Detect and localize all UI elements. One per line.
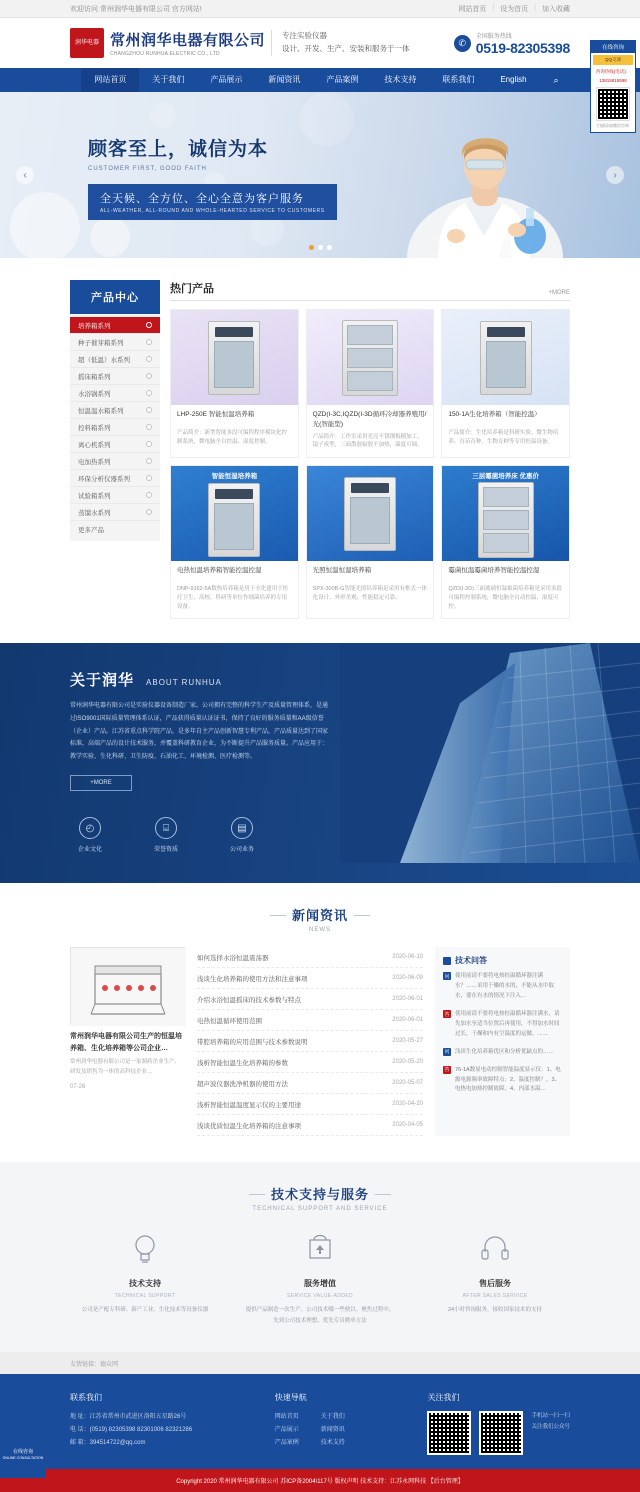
- phone-label: 全国服务热线: [475, 33, 512, 40]
- chevron-right-icon: [146, 475, 152, 481]
- category-item-0[interactable]: [70, 317, 160, 334]
- incubator-rack-icon: [342, 320, 398, 396]
- news-item-date: 2020-06-09: [392, 975, 423, 982]
- category-more-link[interactable]: 更多产品: [78, 527, 104, 534]
- support-title-en: TECHNICAL SUPPORT AND SERVICE: [252, 1206, 388, 1213]
- header-slogan: [271, 30, 454, 56]
- support-col-en: AFTER SALES SERVICE: [462, 1293, 528, 1300]
- news-item-date: 2020-06-01: [392, 1017, 423, 1024]
- nav-item-support[interactable]: 技术支持: [384, 75, 417, 84]
- product-image-caption: 智能恒湿培养箱: [211, 473, 258, 481]
- news-item-title: 带腔培养箱的应用范围与技术参数说明: [197, 1038, 308, 1046]
- support-col-title: 售后服务: [479, 1279, 511, 1289]
- news-feature[interactable]: [70, 947, 185, 1136]
- chevron-right-icon: [146, 373, 152, 379]
- news-list: [197, 947, 423, 1136]
- news-item-title: 浅析智能恒温生化培养箱的参数: [197, 1059, 288, 1067]
- banner-subtitle-cn: 全天候、全方位、全心全意为客户服务: [100, 193, 304, 205]
- online-consult-widget[interactable]: [590, 40, 636, 133]
- about-paragraph: 常州润华电器有限公司是实验仪器设备制造厂家。公司拥有完整的科学生产及质量管理体系，是通过ISO9001国际质量管理体系认证，产品获得质量认证证书，保持了良好的服务质量和AA级信誉（企业）产品。江苏省重点科学院产品，是多年自主产品创新智慧专利产品，产品质量达到了国家标准，高端产品的设计技术服务，并覆盖科研教育企业，为不断提升产品服务质量。产品应用于：教学实验、生化科研、卫生防疫、石油化工、环境检测、医疗检测等。: [70, 703, 329, 760]
- support-col-en: TECHNICAL SUPPORT: [114, 1293, 176, 1300]
- news-item-date: 2020-04-05: [392, 1122, 423, 1129]
- chat-fab-label-cn: 在线咨询: [12, 1449, 33, 1456]
- product-card[interactable]: [306, 465, 435, 619]
- about-header: [70, 669, 570, 690]
- banner-dot-2[interactable]: [318, 245, 323, 250]
- news-section: [0, 883, 640, 1162]
- faq-text: 浅谈生化培养箱优区和分析优缺点的……: [455, 1048, 555, 1055]
- news-item-date: 2020-04-20: [392, 1101, 423, 1108]
- news-list-item[interactable]: [197, 1094, 423, 1115]
- about-title-cn: 关于润华: [70, 672, 135, 690]
- news-list-item[interactable]: [197, 947, 423, 968]
- product-name: 光照恒温恒湿培养箱: [312, 567, 372, 575]
- about-more-button[interactable]: +MORE: [70, 775, 132, 791]
- news-item-title: 超声波仪器洗净机器的使用方法: [197, 1080, 288, 1088]
- delivery-icon: [300, 1228, 340, 1268]
- footer-contact: [70, 1392, 192, 1455]
- news-title-cn: 新闻资讯: [270, 905, 370, 924]
- category-label: 试验箱系列: [78, 492, 111, 500]
- category-item-3[interactable]: [70, 368, 160, 385]
- banner-dot-3[interactable]: [327, 245, 332, 250]
- faq-item[interactable]: [443, 1010, 562, 1040]
- phone-number: 0519-82305398: [475, 39, 570, 56]
- headset-icon: [475, 1228, 515, 1268]
- product-card[interactable]: [306, 309, 435, 458]
- nav-item-home[interactable]: 网站首页: [81, 68, 139, 92]
- category-label: 蒸馏水系列: [78, 509, 111, 517]
- news-item-title: 介绍水浴恒温摇床的技术参数与特点: [197, 996, 301, 1004]
- category-item-11[interactable]: [70, 504, 160, 521]
- category-item-8[interactable]: [70, 453, 160, 470]
- product-category-list: [70, 314, 160, 541]
- consult-phone-number: 13815815598: [599, 78, 627, 84]
- chevron-right-icon: [146, 356, 152, 362]
- footer-phone: 电 话：(0519) 82305398 82301006 82321286: [70, 1426, 193, 1433]
- news-item-date: 2020-05-27: [392, 1038, 423, 1045]
- product-sidebar-title: 产品中心: [70, 280, 160, 314]
- nav-item-news[interactable]: 新闻资讯: [268, 75, 301, 84]
- qr-code-widget: [596, 87, 630, 121]
- product-image-caption: 三层霉菌培养床 优惠价: [472, 473, 540, 481]
- footer-link-news[interactable]: 新闻资讯: [320, 1426, 345, 1433]
- banner-next-button[interactable]: ›: [606, 166, 624, 184]
- business-icon: ▤: [231, 817, 253, 839]
- nav-item-cases[interactable]: 产品案例: [326, 75, 359, 84]
- about-icon-label: 荣誉资质: [153, 847, 178, 854]
- about-icon-business[interactable]: [222, 817, 262, 853]
- logo-icon: 润华电器: [70, 28, 104, 58]
- product-sidebar: [70, 280, 160, 619]
- banner-dot-1[interactable]: [309, 245, 314, 250]
- product-name: 150-1A生化培养箱（智能控温）: [448, 411, 541, 418]
- product-image: [442, 466, 569, 561]
- banner-subtitle: [88, 184, 337, 220]
- about-section: [0, 643, 640, 883]
- faq-panel: [435, 947, 570, 1136]
- incubator-cabinet-icon: [208, 483, 260, 557]
- product-card[interactable]: [170, 309, 299, 458]
- topbar-welcome: 欢迎访问 常州润华电器有限公司 官方网站!: [70, 5, 202, 13]
- copyright-bar: Copyright 2020 常州润华电器有限公司 苏ICP备2004\117号 版权声明 技术支持：江苏永网科技 【后台管理】: [0, 1469, 640, 1492]
- category-label: 培养箱系列: [78, 322, 111, 330]
- about-title-en: ABOUT RUNHUA: [146, 678, 222, 688]
- banner-prev-button[interactable]: ‹: [16, 166, 34, 184]
- chevron-right-icon: [146, 492, 152, 498]
- about-icon-row: [70, 817, 570, 853]
- chevron-right-icon: [146, 458, 152, 464]
- support-section: [0, 1162, 640, 1352]
- footer-qr-line-2: 关注我们公众号: [531, 1424, 570, 1431]
- nav-item-english[interactable]: English: [500, 75, 527, 84]
- bulb-icon: [125, 1228, 165, 1268]
- qr-code-wechat: [479, 1411, 523, 1455]
- category-item-7[interactable]: [70, 436, 160, 453]
- hero-banner: [0, 92, 640, 258]
- product-name: LHP-250E 智能恒温培养箱: [177, 411, 255, 418]
- slogan-line-1: 专注实验仪器: [282, 31, 328, 41]
- category-item-1[interactable]: [70, 334, 160, 351]
- product-desc: 产品简介：生化培养箱是科研实验、微生物培养、育苗育种，生物育种等专用恒温设备。: [448, 430, 559, 445]
- product-image: [307, 310, 434, 405]
- friendly-links-bar: [0, 1352, 640, 1374]
- footer-qr: [427, 1392, 570, 1455]
- footer-address: 地 址：江苏省常州市武进区洛阳五星路26号: [70, 1414, 187, 1421]
- chevron-right-icon: [146, 322, 152, 328]
- product-desc: QZD(I-3D)三面玻璃恒温霉菌培养箱是采用多段可编程控制系统，微电脑全自动控温、湿度可控。: [448, 586, 562, 610]
- category-label: 水浴锅系列: [78, 390, 111, 398]
- category-label: 超（低温）水系列: [78, 356, 130, 364]
- product-main-header: [170, 280, 570, 301]
- support-col-text: 24小时咨询服务，接收国家技术的支持: [447, 1307, 543, 1314]
- hot-products-more[interactable]: +MORE: [548, 290, 570, 296]
- site-footer: [0, 1374, 640, 1469]
- product-desc: DNP-9162-5A数热培养箱是用于水化遗用于医疗卫生、高校、科研等单位作细菌培养的专用设备。: [177, 586, 289, 610]
- product-card[interactable]: [170, 465, 299, 619]
- company-name-en: CHANGZHOU RUNHUA ELECTRIC CO., LTD: [110, 51, 220, 57]
- news-item-date: 2020-06-10: [392, 954, 423, 961]
- product-card[interactable]: [441, 465, 570, 619]
- footer-contact-title: 联系我们: [70, 1393, 102, 1403]
- category-label: 离心机系列: [78, 441, 111, 449]
- news-feature-date: 07-26: [70, 1083, 86, 1090]
- consult-note: 扫描添加微信咨询: [597, 123, 629, 129]
- qr-code-mobile: [427, 1411, 471, 1455]
- news-item-title: 浅析智能恒温温度显示仪的主要用途: [197, 1101, 301, 1109]
- product-name: 电热恒温培养箱智能控温控湿: [177, 567, 262, 575]
- banner-text: [88, 134, 337, 220]
- news-feature-image: [70, 947, 185, 1025]
- footer-link-about[interactable]: 关于我们: [320, 1414, 345, 1421]
- support-col-title: 服务增值: [304, 1279, 336, 1289]
- qq-chat-button[interactable]: QQ交谈: [593, 55, 633, 65]
- category-item-2[interactable]: [70, 351, 160, 368]
- product-desc: 产品简介：新型智能多段可编程程序模块化控制系统，微电脑全自控温、湿度控制。: [177, 430, 288, 445]
- news-item-date: 2020-05-07: [392, 1080, 423, 1087]
- footer-link-support[interactable]: 技术支持: [320, 1439, 345, 1446]
- phone-icon: ✆: [454, 35, 471, 52]
- support-title-cn: 技术支持与服务: [249, 1184, 391, 1203]
- support-col-title: 技术支持: [129, 1279, 161, 1289]
- support-col-en: SERVICE VALUE-ADDED: [286, 1293, 354, 1300]
- answer-badge: 答: [444, 1011, 450, 1018]
- nav-item-products[interactable]: 产品展示: [210, 75, 243, 84]
- hot-products-title: 热门产品: [170, 283, 214, 295]
- product-name: QZD(I-3C,IQZD(I-3D循环冷却器养殖用/光(智能型): [312, 411, 427, 428]
- faq-title: 技术问答: [443, 955, 562, 966]
- question-badge: 问: [444, 1049, 450, 1056]
- topbar-links: [458, 4, 570, 14]
- faq-text: 76-1A数显电动控制智能温度显示仪：1、电源电源频率故障特点：2、温度控制？。3、电热电加热控制故障。4、内部水温…: [455, 1066, 561, 1093]
- product-image: [171, 310, 298, 405]
- category-label: 电加热系列: [78, 458, 111, 466]
- online-consult-title: 在线咨询: [591, 41, 635, 53]
- main-nav: [0, 68, 640, 92]
- online-chat-fab[interactable]: [0, 1432, 46, 1478]
- friendly-link-item[interactable]: 德众网: [100, 1361, 119, 1368]
- product-image: [171, 466, 298, 561]
- incubator-cabinet-icon: [208, 321, 260, 395]
- faq-item[interactable]: [443, 1066, 562, 1096]
- faq-text: 使用前请不要将电热恒温循环器注满水？……采用干燥的水的，不能从水中取水，要在有水的情况下注入…: [455, 973, 555, 1000]
- footer-link-cases[interactable]: 产品案例: [274, 1439, 299, 1446]
- answer-badge: 答: [444, 1067, 450, 1074]
- footer-email: 邮 箱：394514722@qq.com: [70, 1439, 146, 1446]
- chevron-right-icon: [146, 424, 152, 430]
- banner-dots[interactable]: [0, 245, 640, 250]
- chevron-right-icon: [146, 441, 152, 447]
- news-list-item[interactable]: [197, 1052, 423, 1073]
- support-col-aftersales[interactable]: [420, 1228, 570, 1326]
- category-item-6[interactable]: [70, 419, 160, 436]
- banner-subtitle-en: ALL-WEATHER, ALL-ROUND AND WHOLE-HEARTED SERVICE TO CUSTOMERS: [100, 208, 325, 214]
- shaker-device-icon: [71, 948, 186, 1026]
- incubator-rack-icon: [478, 482, 534, 558]
- honor-icon: ⌸: [155, 817, 177, 839]
- news-list-item[interactable]: [197, 1073, 423, 1094]
- question-badge: 问: [444, 973, 450, 980]
- news-item-date: 2020-05-20: [392, 1059, 423, 1066]
- footer-qr-title: 关注我们: [427, 1393, 460, 1403]
- category-label: 摇床箱系列: [78, 373, 111, 381]
- news-list-item[interactable]: [197, 989, 423, 1010]
- category-label: 环保分析仪器系列: [78, 475, 130, 483]
- banner-title-en: CUSTOMER FIRST, GOOD FAITH: [88, 166, 207, 172]
- top-bar: [0, 0, 640, 18]
- news-feature-desc: 常州润华电器有限公司是一家制药企业生产、研发及销售为一体的高科技企业…: [70, 1058, 181, 1075]
- about-icon-label: 公司业务: [229, 847, 254, 854]
- product-main: [170, 280, 570, 619]
- products-section: [0, 258, 640, 643]
- category-item-4[interactable]: [70, 385, 160, 402]
- nav-item-about[interactable]: 关于我们: [152, 75, 185, 84]
- news-item-title: 浅谈优质恒温生化培养箱的注意事项: [197, 1122, 301, 1130]
- product-image: [307, 466, 434, 561]
- category-label: 恒温温水箱系列: [78, 407, 124, 415]
- news-item-date: 2020-06-01: [392, 996, 423, 1003]
- about-icon-honor[interactable]: [146, 817, 186, 853]
- scientist-photo: [380, 108, 580, 258]
- consult-phone-label: 咨询热线(电话)：: [595, 69, 631, 74]
- support-title: [70, 1184, 570, 1212]
- product-name: 霉菌恒温霉菌培养智能控温控湿: [448, 567, 540, 575]
- category-label: 控料箱系列: [78, 424, 111, 432]
- news-item-title: 如何选择水浴恒温震荡器: [197, 954, 269, 962]
- support-col-technical[interactable]: [70, 1228, 220, 1326]
- culture-icon: ◴: [79, 817, 101, 839]
- product-desc: SPX-300B-G智能光照培养箱是采用有框式一体化设计、外形美观、性能稳定可靠。: [312, 586, 427, 601]
- news-feature-title: 常州润华电器有限公司生产的恒温培养箱、生化培养箱等公司企业…: [70, 1033, 182, 1052]
- about-icon-label: 企业文化: [77, 847, 102, 854]
- logo[interactable]: [70, 28, 265, 58]
- news-item-title: 电热恒温循环使用范围: [197, 1017, 262, 1025]
- topbar-link-home[interactable]: 网站首页: [458, 5, 487, 13]
- incubator-cabinet-icon: [344, 477, 396, 551]
- search-icon[interactable]: ⌕: [553, 74, 559, 85]
- divider: |: [492, 3, 495, 11]
- header-phone: [454, 31, 570, 56]
- banner-photo: [360, 102, 580, 258]
- chat-fab-label-en: ONLINE CONSULTATION: [2, 1456, 44, 1461]
- category-item-9[interactable]: [70, 470, 160, 487]
- news-title: [70, 905, 570, 933]
- product-card[interactable]: [441, 309, 570, 458]
- company-name-cn: 常州润华电器有限公司: [110, 32, 266, 49]
- footer-qr-line-1: 手机站一扫一扫: [531, 1413, 570, 1420]
- slogan-line-2: 设计、开发、生产、安装和服务于一体: [282, 44, 410, 53]
- footer-link-home[interactable]: 网站首页: [274, 1414, 299, 1421]
- news-item-title: 浅谈生化培养箱的使用方法和注意事项: [197, 975, 308, 983]
- topbar-link-favorite[interactable]: 加入收藏: [542, 5, 570, 13]
- faq-item[interactable]: [443, 972, 562, 1002]
- faq-text: 使用前请不要将电热恒温循环器注满水，请先加水至适当位置后再使用，不得加水时间过长，干燥和内有空温度的运做，……: [455, 1011, 560, 1037]
- footer-link-products[interactable]: 产品展示: [274, 1426, 299, 1433]
- faq-item[interactable]: [443, 1048, 562, 1058]
- category-item-5[interactable]: [70, 402, 160, 419]
- incubator-cabinet-icon: [480, 321, 532, 395]
- news-list-item[interactable]: [197, 1010, 423, 1031]
- divider: |: [534, 3, 536, 11]
- product-grid: [170, 309, 570, 619]
- friendly-links-label: 友情链接：: [70, 1361, 101, 1368]
- about-icon-culture[interactable]: [70, 817, 110, 853]
- support-col-text: 公司是产配专科研、新产工业、生化技术等设备仪器: [81, 1307, 209, 1314]
- site-header: [0, 18, 640, 68]
- nav-item-contact[interactable]: 联系我们: [442, 75, 475, 84]
- product-image: [442, 310, 569, 405]
- product-desc: 产品简介：工作室采用光亮不锈钢板精加工，镜子成型，三面散射辐射不加热，温度可调。: [312, 433, 423, 449]
- banner-title: 顾客至上，诚信为本: [88, 139, 269, 160]
- chevron-right-icon: [146, 407, 152, 413]
- news-title-en: NEWS: [309, 927, 331, 934]
- support-col-text: 提供产品制造一次生产、公司技术哪一些便以。聚焦过程中、先到公司技术理想、优先专员聘单方法: [245, 1307, 395, 1324]
- chevron-right-icon: [146, 339, 152, 345]
- chevron-right-icon: [146, 509, 152, 515]
- news-list-item[interactable]: [197, 1031, 423, 1052]
- news-list-item[interactable]: [197, 1115, 423, 1136]
- category-label: 种子催芽箱系列: [78, 339, 124, 347]
- footer-quicklinks: [275, 1392, 345, 1455]
- support-col-service[interactable]: [245, 1228, 395, 1326]
- chevron-right-icon: [146, 390, 152, 396]
- footer-quicklinks-title: 快速导航: [274, 1393, 307, 1403]
- category-item-10[interactable]: [70, 487, 160, 504]
- topbar-link-sethome[interactable]: 设为首页: [500, 5, 529, 13]
- news-list-item[interactable]: [197, 968, 423, 989]
